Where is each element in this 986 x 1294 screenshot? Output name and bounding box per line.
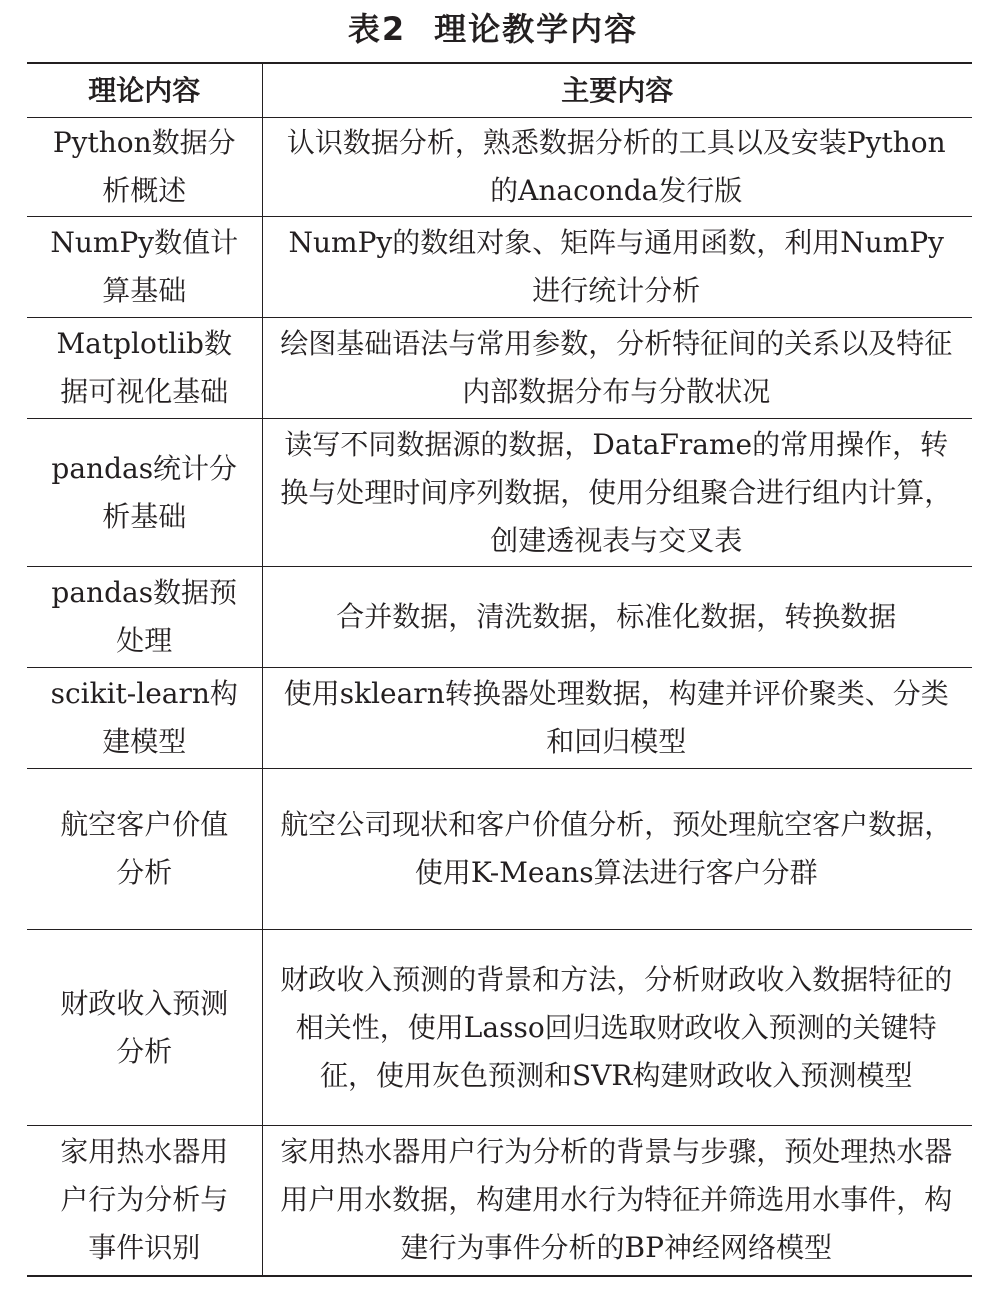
row-topic: pandas数据预处理 — [27, 567, 262, 668]
table-title: 理论教学内容 — [434, 10, 639, 48]
row-topic: NumPy数值计算基础 — [27, 217, 262, 318]
table-row — [27, 567, 972, 668]
header-row — [27, 63, 972, 118]
row-content: 读写不同数据源的数据，DataFrame的常用操作，转换与处理时间序列数据，使用分组聚合进行组内计算，创建透视表与交叉表 — [262, 419, 972, 567]
table-number: 表2 — [347, 10, 407, 48]
row-topic: Matplotlib数据可视化基础 — [27, 318, 262, 419]
row-content: 家用热水器用户行为分析的背景与步骤，预处理热水器用户用水数据，构建用水行为特征并筛选用水事件，构建行为事件分析的BP神经网络模型 — [262, 1126, 972, 1276]
table-row — [27, 668, 972, 769]
table-row — [27, 769, 972, 930]
row-content: 航空公司现状和客户价值分析，预处理航空客户数据，使用K-Means算法进行客户分群 — [262, 769, 972, 930]
row-topic: Python数据分析概述 — [27, 118, 262, 217]
row-content: 合并数据，清洗数据，标准化数据，转换数据 — [262, 567, 972, 668]
header-content: 主要内容 — [262, 63, 972, 118]
table-row — [27, 1126, 972, 1276]
table-row — [27, 318, 972, 419]
table-row — [27, 217, 972, 318]
row-content: 认识数据分析，熟悉数据分析的工具以及安装Python的Anaconda发行版 — [262, 118, 972, 217]
table-row — [27, 419, 972, 567]
theory-content-table — [27, 62, 972, 1277]
header-topic: 理论内容 — [27, 63, 262, 118]
row-content: NumPy的数组对象、矩阵与通用函数，利用NumPy进行统计分析 — [262, 217, 972, 318]
row-topic: pandas统计分析基础 — [27, 419, 262, 567]
table-row — [27, 118, 972, 217]
row-content: 财政收入预测的背景和方法，分析财政收入数据特征的相关性，使用Lasso回归选取财政收入预测的关键特征，使用灰色预测和SVR构建财政收入预测模型 — [262, 930, 972, 1126]
row-topic: 家用热水器用户行为分析与事件识别 — [27, 1126, 262, 1276]
row-content: 使用sklearn转换器处理数据，构建并评价聚类、分类和回归模型 — [262, 668, 972, 769]
row-content: 绘图基础语法与常用参数，分析特征间的关系以及特征内部数据分布与分散状况 — [262, 318, 972, 419]
row-topic: scikit-learn构建模型 — [27, 668, 262, 769]
table-row — [27, 930, 972, 1126]
table-caption — [0, 0, 986, 58]
row-topic: 航空客户价值分析 — [27, 769, 262, 930]
row-topic: 财政收入预测分析 — [27, 930, 262, 1126]
